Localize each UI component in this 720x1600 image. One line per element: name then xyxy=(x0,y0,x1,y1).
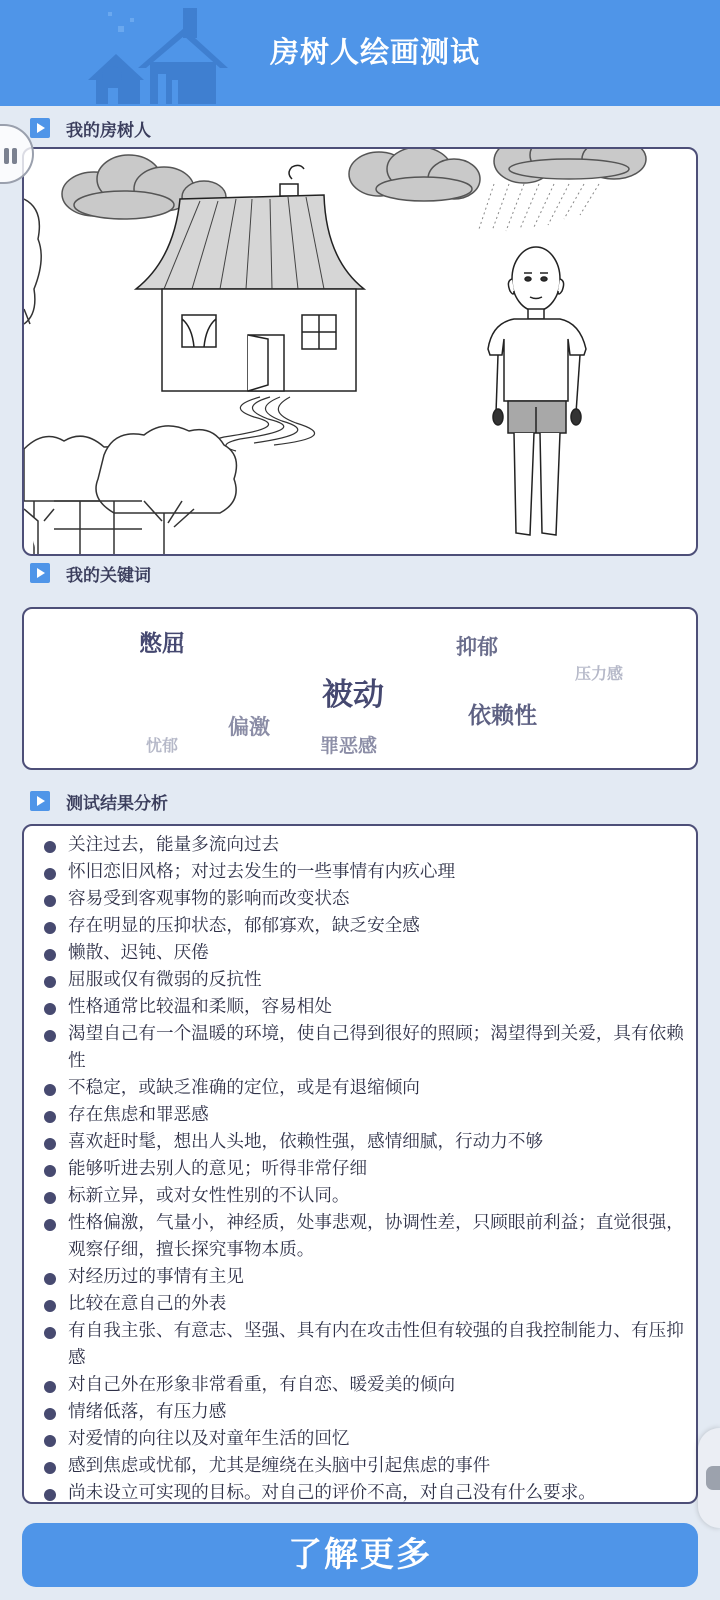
list-item: 性格偏激，气量小，神经质，处事悲观，协调性差，只顾眼前利益；直觉很强，观察仔细，擅长探究事物本质。 xyxy=(42,1210,684,1264)
list-item: 能够听进去别人的意见；听得非常仔细 xyxy=(42,1156,684,1183)
list-item: 对爱情的向往以及对童年生活的回忆 xyxy=(42,1426,684,1453)
list-item: 对经历过的事情有主见 xyxy=(42,1264,684,1291)
list-item: 尚未设立可实现的目标。对自己的评价不高，对自己没有什么要求。 xyxy=(42,1480,684,1504)
play-marker-icon xyxy=(30,791,50,811)
results-section-title xyxy=(30,788,168,814)
cloud-icon xyxy=(349,149,480,201)
list-item: 存在焦虑和罪恶感 xyxy=(42,1102,684,1129)
floating-side-handle[interactable] xyxy=(698,1428,720,1528)
list-item: 标新立异，或对女性性别的不认同。 xyxy=(42,1183,684,1210)
keyword-tag: 偏激 xyxy=(228,715,270,739)
list-item: 懒散、迟钝、厌倦 xyxy=(42,940,684,967)
keywords-section-title xyxy=(30,560,151,586)
play-marker-icon xyxy=(30,563,50,583)
list-item: 不稳定，或缺乏准确的定位，或是有退缩倾向 xyxy=(42,1075,684,1102)
keyword-tag: 压力感 xyxy=(575,664,624,683)
drawing-card xyxy=(22,147,698,556)
list-item: 容易受到客观事物的影响而改变状态 xyxy=(42,886,684,913)
list-item: 存在明显的压抑状态，郁郁寡欢，缺乏安全感 xyxy=(42,913,684,940)
drawing-section-title xyxy=(30,115,151,141)
list-item: 有自我主张、有意志、坚强、具有内在攻击性但有较强的自我控制能力、有压抑感 xyxy=(42,1318,684,1372)
list-item: 关注过去，能量多流向过去 xyxy=(42,832,684,859)
list-item: 怀旧恋旧风格；对过去发生的一些事情有内疚心理 xyxy=(42,859,684,886)
play-marker-icon xyxy=(30,118,50,138)
keywords-card xyxy=(22,607,698,770)
app-header xyxy=(0,0,720,106)
keyword-tag: 被动 xyxy=(322,677,384,713)
list-item: 比较在意自己的外表 xyxy=(42,1291,684,1318)
results-list xyxy=(42,832,684,1504)
list-item: 渴望自己有一个温暖的环境，使自己得到很好的照顾；渴望得到关爱，具有依赖性 xyxy=(42,1021,684,1075)
keyword-tag: 憋屈 xyxy=(139,631,185,657)
person-icon xyxy=(488,247,586,535)
keyword-tag: 依赖性 xyxy=(468,703,537,729)
house-tree-person-drawing xyxy=(24,149,698,556)
results-section-label: 测试结果分析 xyxy=(66,793,168,814)
list-item: 屈服或仅有微弱的反抗性 xyxy=(42,967,684,994)
learn-more-button[interactable]: 了解更多 xyxy=(22,1523,698,1587)
keywords-section-label: 我的关键词 xyxy=(66,565,151,586)
rain-cloud-icon xyxy=(494,149,646,183)
list-item: 感到焦虑或忧郁，尤其是缠绕在头脑中引起焦虑的事件 xyxy=(42,1453,684,1480)
keyword-tag: 抑郁 xyxy=(456,635,498,659)
list-item: 情绪低落，有压力感 xyxy=(42,1399,684,1426)
list-item: 对自己外在形象非常看重，有自恋、暖爱美的倾向 xyxy=(42,1372,684,1399)
drawing-section-label: 我的房树人 xyxy=(66,120,151,141)
keyword-tag: 罪恶感 xyxy=(320,735,378,757)
list-item: 性格通常比较温和柔顺，容易相处 xyxy=(42,994,684,1021)
results-card xyxy=(22,824,698,1504)
page-title: 房树人绘画测试 xyxy=(269,35,480,69)
keyword-tag: 忧郁 xyxy=(146,736,179,755)
list-item: 喜欢赶时髦，想出人头地，依赖性强，感情细腻，行动力不够 xyxy=(42,1129,684,1156)
